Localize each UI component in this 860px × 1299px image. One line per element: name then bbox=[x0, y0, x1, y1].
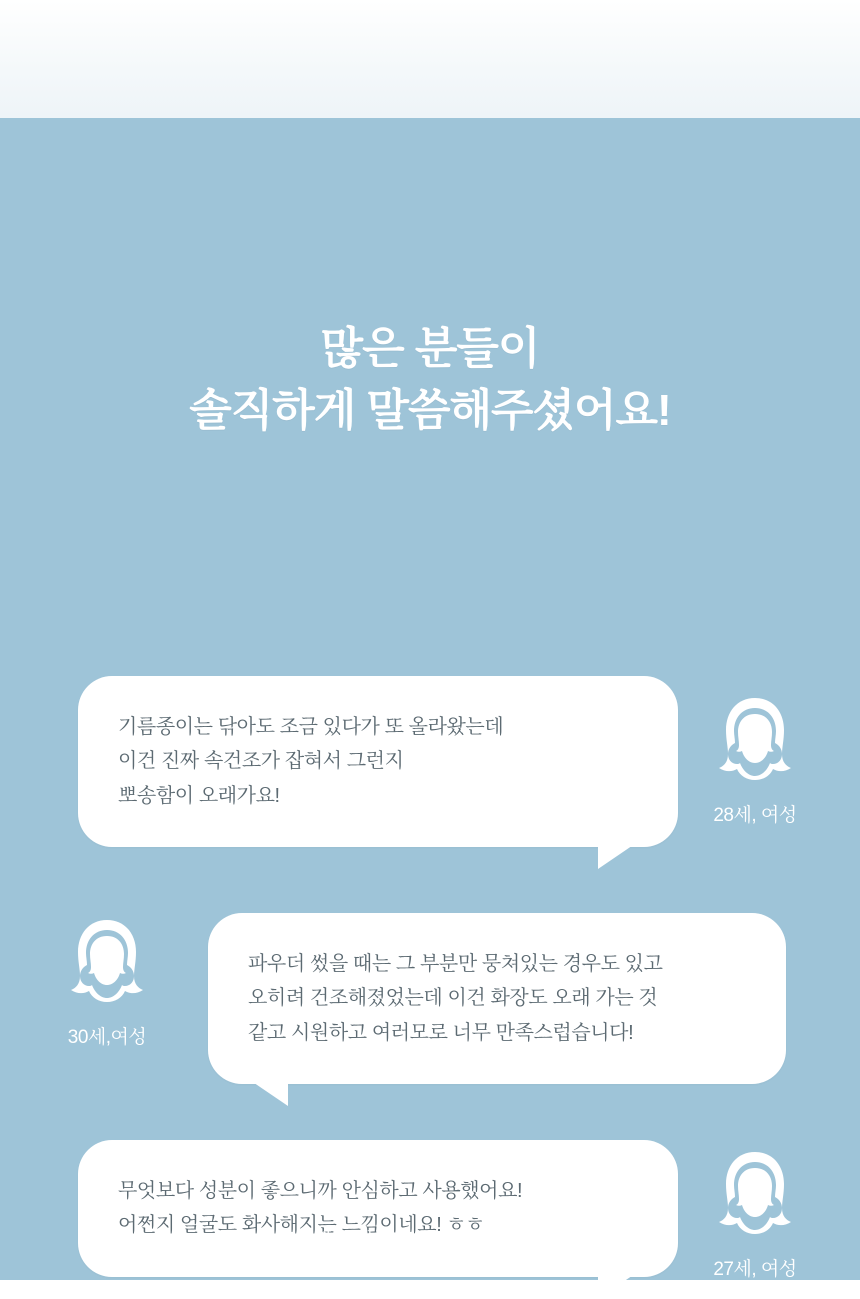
review-item bbox=[78, 676, 678, 847]
review-line: 파우더 썼을 때는 그 부분만 뭉쳐있는 경우도 있고 bbox=[248, 953, 663, 975]
review-item bbox=[208, 913, 786, 1084]
page-title bbox=[0, 318, 860, 443]
top-gradient-strip bbox=[0, 0, 860, 118]
review-panel bbox=[0, 118, 860, 1280]
woman-avatar-icon bbox=[64, 918, 150, 1016]
reviewer-profile bbox=[690, 1150, 820, 1281]
footnote-text: * 자사몰 구매 후 작성된 리뷰를 일부 발췌하였습니다. bbox=[229, 1230, 631, 1250]
review-line: 이건 진짜 속건조가 잡혀서 그런지 bbox=[118, 750, 404, 773]
review-line: 뽀송함이 오래가요! bbox=[118, 784, 280, 807]
review-line: 기름종이는 닦아도 조금 있다가 또 올라왔는데 bbox=[118, 716, 504, 738]
reviewer-profile bbox=[690, 696, 820, 827]
review-line: 같고 시원하고 여러모로 너무 만족스럽습니다! bbox=[248, 1021, 634, 1044]
woman-avatar-icon bbox=[712, 696, 798, 794]
reviewer-label: 27세, 여성 bbox=[713, 1259, 797, 1280]
reviewer-label: 30세,여성 bbox=[67, 1027, 147, 1048]
review-bubble bbox=[78, 1140, 678, 1277]
review-bubble bbox=[78, 676, 678, 847]
review-line: 오히려 건조해졌었는데 이건 화장도 오래 가는 것 bbox=[248, 987, 658, 1010]
review-line: 무엇보다 성분이 좋으니까 안심하고 사용했어요! bbox=[118, 1180, 523, 1202]
headline-line-1: 많은 분들이 bbox=[320, 324, 540, 373]
reviewer-profile bbox=[42, 918, 172, 1049]
review-line: 어쩐지 얼굴도 화사해지는 느낌이네요! ㅎㅎ bbox=[118, 1214, 485, 1237]
review-bubble bbox=[208, 913, 786, 1084]
review-item bbox=[78, 1140, 678, 1277]
headline-line-2: 솔직하게 말씀해주셨어요! bbox=[189, 386, 671, 436]
reviewer-label: 28세, 여성 bbox=[713, 805, 797, 826]
